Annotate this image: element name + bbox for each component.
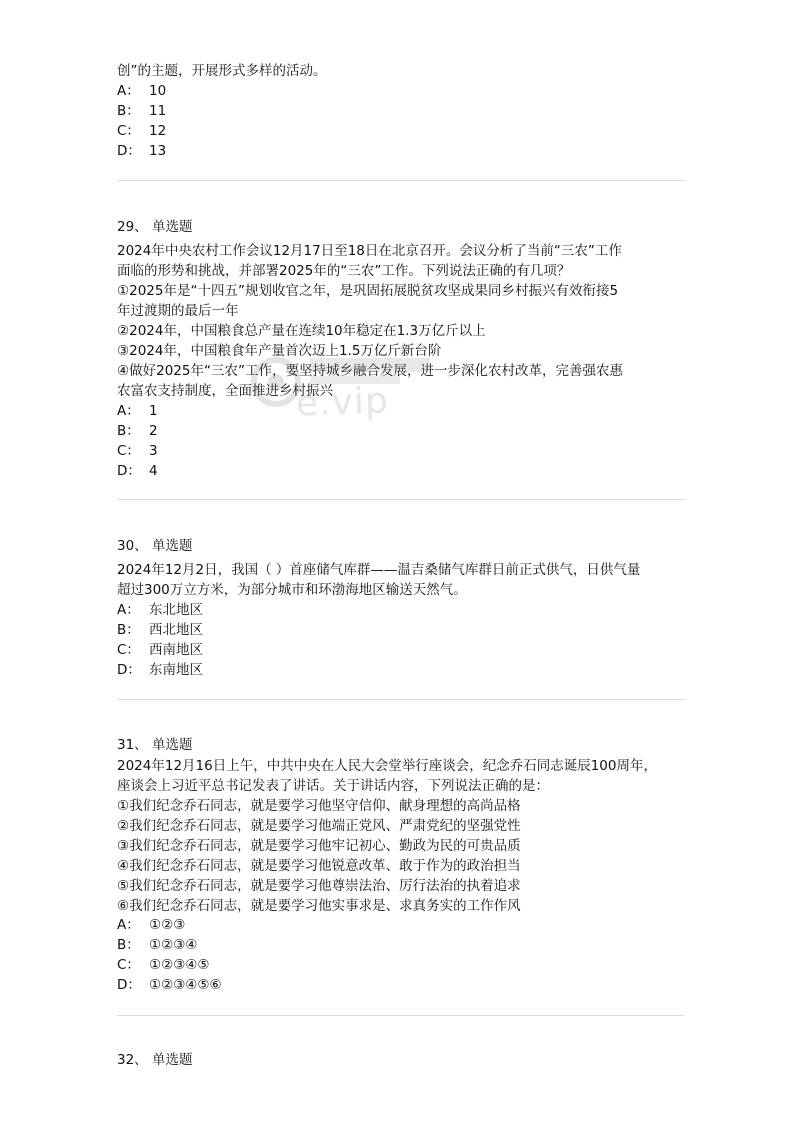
q29-option-d[interactable]	[117, 461, 158, 481]
option-key: B：	[117, 937, 140, 953]
option-text: 1	[149, 403, 158, 419]
q29-option-a[interactable]	[117, 401, 158, 421]
q29-stem-line: ①2025年是“十四五”规划收官之年，是巩固拓展脱贫攻坚成果同乡村振兴有效衔接5	[117, 283, 619, 299]
q31-stem-line: ②我们纪念乔石同志，就是要学习他端正党风、严肃党纪的坚强党性	[117, 818, 521, 834]
q30-stem-line: 2024年12月2日，我国（ ）首座储气库群——温吉桑储气库群日前正式供气，日供气量	[117, 562, 641, 578]
q31-option-b[interactable]	[117, 935, 197, 955]
q30-option-b[interactable]	[117, 620, 203, 640]
option-text: 3	[149, 443, 158, 459]
q28-option-a[interactable]	[117, 81, 166, 101]
q30-header: 30、 单选题	[117, 538, 193, 554]
option-text: ①②③	[149, 917, 186, 933]
option-key: C：	[117, 642, 140, 658]
q29-stem-line: ②2024年，中国粮食总产量在连续10年稳定在1.3万亿斤以上	[117, 323, 486, 339]
q31-stem-line: ③我们纪念乔石同志，就是要学习他牢记初心、勤政为民的可贵品质	[117, 838, 521, 854]
option-text: ①②③④	[149, 937, 198, 953]
option-key: D：	[117, 662, 141, 678]
q31-option-c[interactable]	[117, 955, 210, 975]
option-text: 西北地区	[149, 622, 203, 638]
question-divider	[117, 1015, 684, 1016]
q29-stem-line: 年过渡期的最后一年	[117, 303, 239, 319]
option-text: 2	[149, 423, 158, 439]
q28-option-d[interactable]	[117, 141, 166, 161]
q29-option-c[interactable]	[117, 441, 158, 461]
q29-stem-line: ③2024年，中国粮食年产量首次迈上1.5万亿斤新台阶	[117, 343, 442, 359]
option-text: ①②③④⑤	[149, 957, 210, 973]
option-key: B：	[117, 423, 140, 439]
q30-stem-line: 超过300万立方米，为部分城市和环渤海地区输送天然气。	[117, 582, 467, 598]
q29-stem-line: 面临的形势和挑战，并部署2025年的“三农”工作。下列说法正确的有几项？	[117, 263, 571, 279]
q31-stem-line: 2024年12月16日上午，中共中央在人民大会堂举行座谈会，纪念乔石同志诞辰100周年，	[117, 758, 657, 774]
q29-option-b[interactable]	[117, 421, 158, 441]
option-text: 东北地区	[149, 602, 203, 618]
q31-header: 31、 单选题	[117, 737, 193, 753]
option-key: B：	[117, 622, 140, 638]
q29-stem-line: ④做好2025年“三农”工作，要坚持城乡融合发展，进一步深化农村改革，完善强农惠	[117, 363, 623, 379]
option-key: D：	[117, 143, 141, 159]
option-key: D：	[117, 977, 141, 993]
q28-option-c[interactable]	[117, 121, 166, 141]
q31-stem-line: ⑥我们纪念乔石同志，就是要学习他实事求是、求真务实的工作作风	[117, 898, 521, 914]
q29-stem-line: 农富农支持制度，全面推进乡村振兴	[117, 383, 333, 399]
option-text: 11	[149, 103, 167, 119]
option-text: 12	[149, 123, 167, 139]
option-text: 4	[149, 463, 158, 479]
q31-option-a[interactable]	[117, 915, 185, 935]
question-divider	[117, 499, 684, 500]
option-key: A：	[117, 917, 140, 933]
q28-stem-tail: 创”的主题，开展形式多样的活动。	[117, 63, 327, 79]
option-text: 东南地区	[149, 662, 203, 678]
q31-option-d[interactable]	[117, 975, 222, 995]
q31-stem-line: 座谈会上习近平总书记发表了讲话。关于讲话内容，下列说法正确的是：	[117, 778, 549, 794]
option-key: A：	[117, 83, 140, 99]
watermark-text: e.vip	[295, 380, 390, 425]
q29-header: 29、 单选题	[117, 219, 193, 235]
option-text: 西南地区	[149, 642, 203, 658]
option-key: C：	[117, 443, 140, 459]
q29-stem-line: 2024年中央农村工作会议12月17日至18日在北京召开。会议分析了当前“三农”工作	[117, 243, 622, 259]
q30-option-c[interactable]	[117, 640, 203, 660]
option-key: C：	[117, 957, 140, 973]
option-text: 13	[149, 143, 167, 159]
question-divider	[117, 699, 684, 700]
q30-option-a[interactable]	[117, 600, 203, 620]
option-text: ①②③④⑤⑥	[149, 977, 222, 993]
option-key: C：	[117, 123, 140, 139]
option-key: B：	[117, 103, 140, 119]
question-divider	[117, 180, 684, 181]
option-text: 10	[149, 83, 167, 99]
q30-option-d[interactable]	[117, 660, 203, 680]
option-key: A：	[117, 602, 140, 618]
option-key: A：	[117, 403, 140, 419]
q31-stem-line: ④我们纪念乔石同志，就是要学习他锐意改革、敢于作为的政治担当	[117, 858, 521, 874]
q28-option-b[interactable]	[117, 101, 166, 121]
q32-header: 32、 单选题	[117, 1052, 193, 1068]
q31-stem-line: ⑤我们纪念乔石同志，就是要学习他尊崇法治、厉行法治的执着追求	[117, 878, 521, 894]
q31-stem-line: ①我们纪念乔石同志，就是要学习他坚守信仰、献身理想的高尚品格	[117, 798, 521, 814]
option-key: D：	[117, 463, 141, 479]
